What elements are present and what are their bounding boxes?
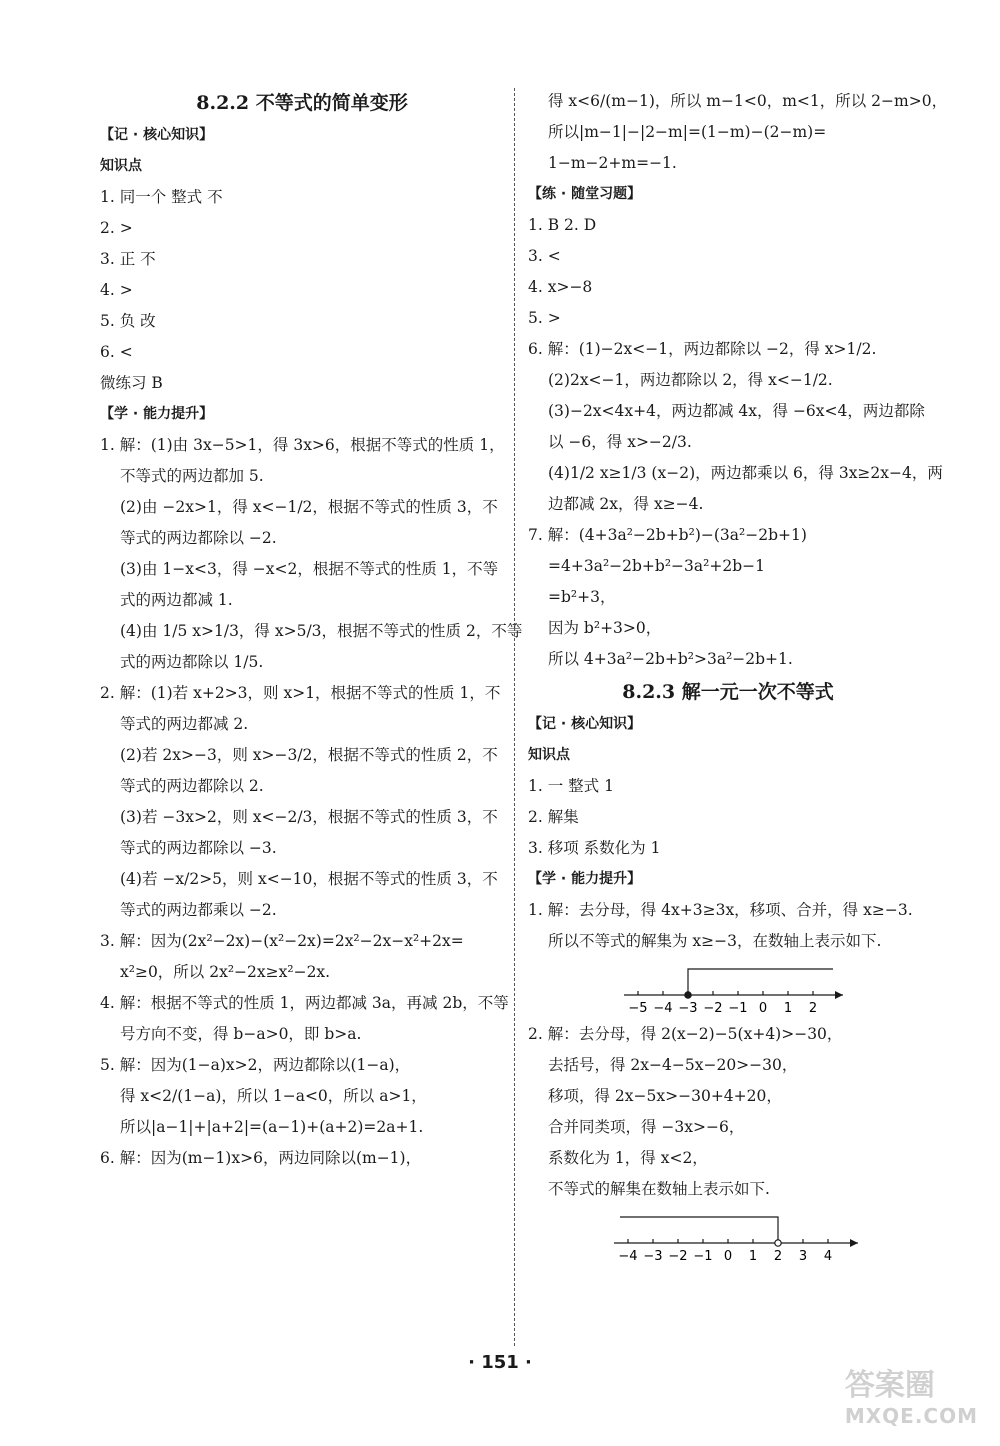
- right-column: [528, 86, 948, 1267]
- watermark-line1: 答案圈: [844, 1368, 935, 1403]
- axis-arrow: [835, 991, 843, 999]
- tick-label: −1: [728, 1001, 748, 1016]
- text-line: 1−m−2+m=−1.: [548, 154, 677, 172]
- tick-label: −1: [693, 1249, 713, 1264]
- tick-label: −4: [653, 1001, 673, 1016]
- text-line: 4. 解：根据不等式的性质 1，两边都减 3a，再减 2b，不等: [100, 994, 509, 1012]
- tick-label: −2: [703, 1001, 723, 1016]
- text-line: 1. 同一个 整式 不: [100, 188, 223, 206]
- tick-label: −5: [628, 1001, 648, 1016]
- text-line: 式的两边都减 1.: [120, 591, 233, 609]
- text-line: 2. 解集: [528, 808, 579, 826]
- text-line: 1. 一 整式 1: [528, 777, 614, 795]
- text-line: 2. 解：去分母，得 2(x−2)−5(x+4)>−30，: [528, 1025, 843, 1043]
- tick-label: −3: [678, 1001, 698, 1016]
- number-line-nl1: [528, 957, 928, 1019]
- text-line: 7. 解：(4+3a²−2b+b²)−(3a²−2b+1): [528, 526, 807, 544]
- text-line: 3. 解：因为(2x²−2x)−(x²−2x)=2x²−2x−x²+2x=: [100, 932, 464, 950]
- text-line: 系数化为 1，得 x<2，: [548, 1149, 708, 1167]
- number-line-svg: [528, 957, 928, 1019]
- tick-label: 4: [823, 1249, 833, 1264]
- text-line: 等式的两边都除以 −3.: [120, 839, 277, 857]
- text-line: 1. 解：(1)由 3x−5>1，得 3x>6，根据不等式的性质 1，: [100, 436, 505, 454]
- text-line: x²≥0，所以 2x²−2x≥x²−2x.: [120, 963, 331, 981]
- section-title: 8.2.2 不等式的简单变形: [196, 92, 408, 114]
- text-line: 知识点: [100, 158, 142, 174]
- text-line: 1. 解：去分母，得 4x+3≥3x，移项、合并，得 x≥−3.: [528, 901, 913, 919]
- text-line: 所以|a−1|+|a+2|=(a−1)+(a+2)=2a+1.: [120, 1118, 424, 1136]
- solution-ray: [688, 969, 833, 995]
- text-line: 2. >: [100, 219, 133, 237]
- text-line: 5. 解：因为(1−a)x>2，两边都除以(1−a)，: [100, 1056, 411, 1074]
- open-point: [775, 1240, 781, 1246]
- text-line: 因为 b²+3>0，: [548, 619, 662, 637]
- tick-label: 1: [748, 1249, 758, 1264]
- text-line: (4)若 −x/2>5，则 x<−10，根据不等式的性质 3，不: [120, 870, 498, 888]
- text-line: =b²+3，: [548, 588, 616, 606]
- tick-label: −4: [618, 1249, 638, 1264]
- tick-label: 0: [723, 1249, 733, 1264]
- tick-label: 1: [783, 1001, 793, 1016]
- text-line: (3)−2x<4x+4，两边都减 4x，得 −6x<4，两边都除: [548, 402, 925, 420]
- text-line: 所以|m−1|−|2−m|=(1−m)−(2−m)=: [548, 123, 827, 141]
- section-header: 【学 · 能力提升】: [528, 871, 642, 887]
- text-line: 等式的两边都乘以 −2.: [120, 901, 277, 919]
- tick-label: −2: [668, 1249, 688, 1264]
- text-line: (3)若 −3x>2，则 x<−2/3，根据不等式的性质 3，不: [120, 808, 498, 826]
- text-line: 所以不等式的解集为 x≥−3，在数轴上表示如下.: [548, 932, 882, 950]
- text-line: 得 x<2/(1−a)，所以 1−a<0，所以 a>1，: [120, 1087, 427, 1105]
- text-line: (4)由 1/5 x>1/3，得 x>5/3，根据不等式的性质 2，不等: [120, 622, 523, 640]
- text-line: 微练习 B: [100, 374, 163, 392]
- text-line: 3. 移项 系数化为 1: [528, 839, 661, 857]
- text-line: 3. 正 不: [100, 250, 156, 268]
- text-line: (2)2x<−1，两边都除以 2，得 x<−1/2.: [548, 371, 833, 389]
- text-line: 2. 解：(1)若 x+2>3，则 x>1，根据不等式的性质 1，不: [100, 684, 501, 702]
- text-line: 移项，得 2x−5x>−30+4+20，: [548, 1087, 782, 1105]
- text-line: 得 x<6/(m−1)，所以 m−1<0，m<1，所以 2−m>0，: [548, 92, 948, 110]
- text-line: 不等式的两边都加 5.: [120, 467, 264, 485]
- section-title: 8.2.3 解一元一次不等式: [622, 681, 834, 703]
- text-line: =4+3a²−2b+b²−3a²+2b−1: [548, 557, 765, 575]
- number-line-nl2: [528, 1205, 928, 1267]
- text-line: 4. x>−8: [528, 278, 593, 296]
- text-line: 边都减 2x，得 x≥−4.: [548, 495, 704, 513]
- page-number: · 151 ·: [468, 1352, 532, 1373]
- axis-arrow: [850, 1239, 858, 1247]
- tick-label: 3: [798, 1249, 808, 1264]
- tick-label: 0: [758, 1001, 768, 1016]
- section-header: 【记 · 核心知识】: [100, 127, 214, 143]
- text-line: 不等式的解集在数轴上表示如下.: [548, 1180, 770, 1198]
- text-line: 4. >: [100, 281, 133, 299]
- section-header: 【学 · 能力提升】: [100, 406, 214, 422]
- text-line: (3)由 1−x<3，得 −x<2，根据不等式的性质 1，不等: [120, 560, 499, 578]
- text-line: 合并同类项，得 −3x>−6，: [548, 1118, 745, 1136]
- left-column: [100, 86, 523, 1174]
- tick-label: 2: [808, 1001, 818, 1016]
- tick-label: 2: [773, 1249, 783, 1264]
- text-line: 等式的两边都除以 2.: [120, 777, 264, 795]
- text-line: 号方向不变，得 b−a>0，即 b>a.: [120, 1025, 362, 1043]
- text-line: 去括号，得 2x−4−5x−20>−30，: [548, 1056, 798, 1074]
- text-line: 6. <: [100, 343, 133, 361]
- column-divider: [514, 88, 515, 1346]
- text-line: 5. 负 改: [100, 312, 156, 330]
- text-line: 3. <: [528, 247, 561, 265]
- text-line: 等式的两边都减 2.: [120, 715, 249, 733]
- solution-ray: [620, 1217, 778, 1243]
- text-line: 所以 4+3a²−2b+b²>3a²−2b+1.: [548, 650, 793, 668]
- text-line: (2)由 −2x>1，得 x<−1/2，根据不等式的性质 3，不: [120, 498, 498, 516]
- text-line: 等式的两边都除以 −2.: [120, 529, 277, 547]
- closed-point: [685, 992, 691, 998]
- text-line: (4)1/2 x≥1/3 (x−2)，两边都乘以 6，得 3x≥2x−4，两: [548, 464, 943, 482]
- number-line-svg: [528, 1205, 928, 1267]
- section-header: 【记 · 核心知识】: [528, 716, 642, 732]
- text-line: 6. 解：(1)−2x<−1，两边都除以 −2，得 x>1/2.: [528, 340, 877, 358]
- watermark-logo: [845, 1360, 978, 1428]
- watermark-line2: MXQE.COM: [844, 1404, 978, 1428]
- section-header: 【练 · 随堂习题】: [528, 186, 642, 202]
- text-line: 以 −6，得 x>−2/3.: [548, 433, 692, 451]
- text-line: 知识点: [528, 747, 570, 763]
- text-line: 式的两边都除以 1/5.: [120, 653, 264, 671]
- text-line: (2)若 2x>−3，则 x>−3/2，根据不等式的性质 2，不: [120, 746, 498, 764]
- tick-label: −3: [643, 1249, 663, 1264]
- text-line: 5. >: [528, 309, 561, 327]
- text-line: 6. 解：因为(m−1)x>6，两边同除以(m−1)，: [100, 1149, 422, 1167]
- text-line: 1. B 2. D: [528, 216, 597, 234]
